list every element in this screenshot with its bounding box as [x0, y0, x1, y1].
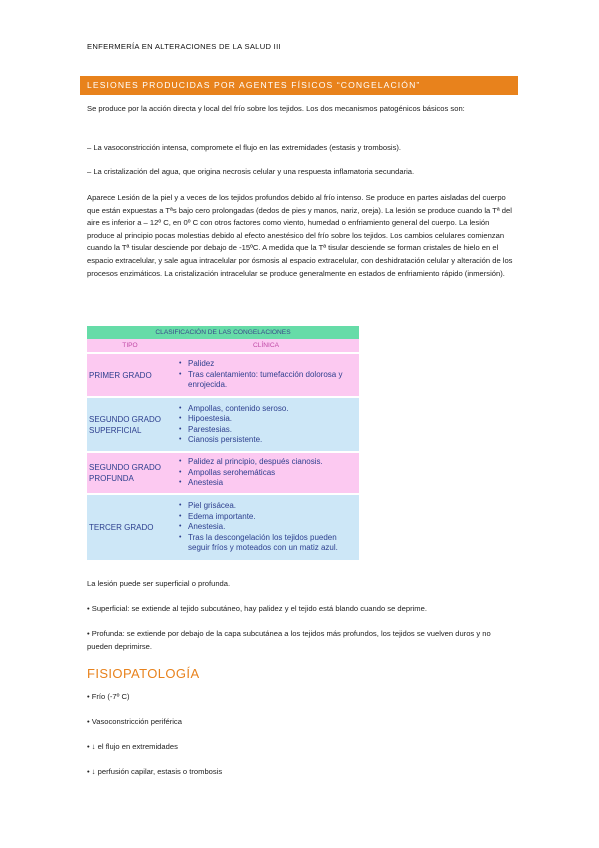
profunda-description: • Profunda: se extiende por debajo de la capa subcutánea a los tejidos más profundos, los tejidos se vuelven duros y no pueden deprimirse. [87, 629, 491, 651]
list-item: • Hipoestesia. [176, 414, 359, 425]
table-row [87, 397, 359, 452]
row-tipo: SEGUNDO GRADO PROFUNDA [87, 452, 173, 494]
intro-paragraph: Se produce por la acción directa y local del frío sobre los tejidos. Los dos mecanismos patogénicos básicos son: [87, 104, 465, 113]
list-item: • Palidez al principio, después cianosis. [176, 457, 359, 468]
list-item: • Cianosis persistente. [176, 435, 359, 446]
row-clinica [173, 397, 359, 452]
table-header-clinica: CLÍNICA [173, 339, 359, 353]
section-title-bar [80, 76, 518, 95]
list-item: • Parestesias. [176, 425, 359, 436]
fisio-item-vasoconstriccion: • Vasoconstricción periférica [87, 717, 182, 726]
list-item: • Edema importante. [176, 512, 359, 523]
table-title: CLASIFICACIÓN DE LAS CONGELACIONES [87, 326, 359, 339]
row-clinica [173, 452, 359, 494]
list-item: • Ampollas serohemáticas [176, 468, 359, 479]
list-item: • Anestesia. [176, 522, 359, 533]
row-tipo: TERCER GRADO [87, 494, 173, 560]
mechanism-crystallization: – La cristalización del agua, que origina necrosis celular y una respuesta inflamatoria secundaria. [87, 167, 415, 176]
mechanism-vasoconstriction: – La vasoconstricción intensa, compromete el flujo en las extremidades (estasis y trombosis). [87, 143, 402, 152]
row-clinica [173, 494, 359, 560]
fisio-item-flujo: • ↓ el flujo en extremidades [87, 742, 178, 751]
row-tipo: SEGUNDO GRADO SUPERFICIAL [87, 397, 173, 452]
superficial-description: • Superficial: se extiende al tejido subcutáneo, hay palidez y el tejido está blando cuando se deprime. [87, 604, 427, 613]
list-item: • Anestesia [176, 478, 359, 489]
table-row [87, 452, 359, 494]
fisio-item-perfusion: • ↓ perfusión capilar, estasis o trombosis [87, 767, 223, 776]
classification-table [87, 326, 359, 560]
list-item: • Tras la descongelación los tejidos pueden seguir fríos y moteados con un matiz azul. [176, 533, 359, 554]
table-row [87, 353, 359, 397]
lesion-types-intro: La lesión puede ser superficial o profunda. [87, 579, 231, 588]
section-title: LESIONES PRODUCIDAS POR AGENTES FÍSICOS “CONGELACIÓN” [87, 80, 421, 90]
list-item: • Tras calentamiento: tumefacción dolorosa y enrojecida. [176, 370, 359, 391]
table-row [87, 494, 359, 560]
list-item: • Palidez [176, 359, 359, 370]
page-header: ENFERMERÍA EN ALTERACIONES DE LA SALUD III [87, 42, 281, 51]
row-tipo: PRIMER GRADO [87, 353, 173, 397]
list-item: • Ampollas, contenido seroso. [176, 404, 359, 415]
list-item: • Piel grisácea. [176, 501, 359, 512]
row-clinica [173, 353, 359, 397]
table-header-tipo: TIPO [87, 339, 173, 353]
fisio-item-frio: • Frío (-7º C) [87, 692, 130, 701]
fisiopatologia-heading: FISIOPATOLOGÍA [87, 666, 200, 681]
description-paragraph: Aparece Lesión de la piel y a veces de los tejidos profundos debido al frío intenso. Se produce en partes aisladas del cuerpo que están expuestas a Tªs bajo cero prolongadas (dedos de pies y manos, nariz, oreja). La lesión se produce cuando la Tª del aire es inferior a – 12º C, en 0º C con otros factores como viento, humedad o enfriamiento general del cuerpo. La lesión produce al principio pocas molestias debido al efecto anestésico del frío sobre los tejidos. Los cambios celulares comienzan cuando la Tª tisular desciende por debajo de -15ºC. A medida que la Tª tisular desciende se forman cristales de hielo en el espacio extracelular, y sale agua intracelular por ósmosis al espacio extracelular, con deshidratación celular y alteración de los procesos enzimáticos. La cristalización intracelular se produce generalmente en estados de enfriamiento rápido (inmersión). [87, 193, 513, 278]
